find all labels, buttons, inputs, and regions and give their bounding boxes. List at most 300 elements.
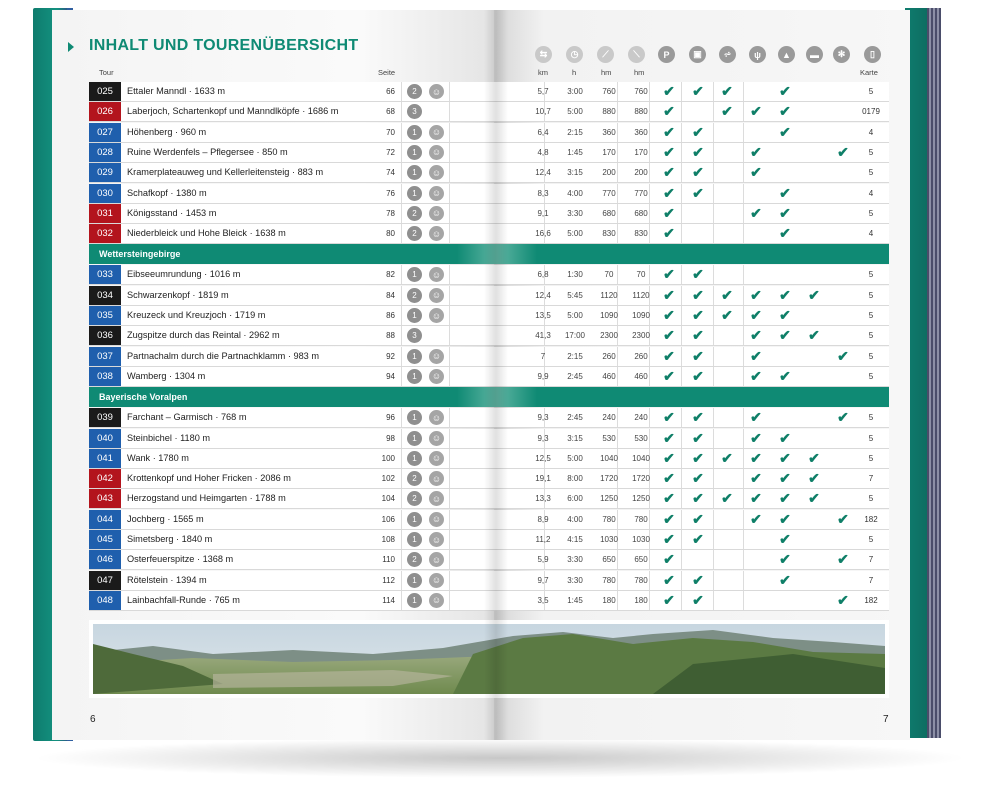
check-icon [714,265,740,284]
distance-km: 13,3 [535,494,551,504]
tour-page: 92 [386,351,395,361]
map-number: 182 [864,595,878,605]
check-icon [772,347,798,366]
check-icon [801,510,827,529]
check-icon: ✔ [779,307,791,323]
check-icon [801,550,827,569]
column-divider [401,347,402,366]
check-icon [801,82,827,101]
descent-hm: 170 [634,147,648,157]
tour-name: Laberjoch, Schartenkopf und Manndlköpfe · 1686 m [127,106,339,117]
column-divider [401,489,402,508]
descent-hm: 70 [636,270,646,280]
ascent-hm: 460 [602,371,616,381]
check-icon [830,469,856,488]
check-icon: ✔ [663,143,675,160]
duration-h: 3:15 [567,168,583,178]
check-icon: ✔ [779,225,791,242]
column-divider [401,265,402,284]
page-title: INHALT UND TOURENÜBERSICHT [89,37,359,54]
duration-h: 1:45 [567,147,583,157]
family-icon: ☺ [429,186,444,201]
map-number: 5 [868,351,874,361]
column-divider [401,571,402,590]
column-divider [449,347,450,366]
check-icon [830,82,856,101]
summit-icon: ▲ [778,46,795,63]
header-karte: Karte [860,68,878,77]
check-icon: ✔ [750,347,762,364]
tour-name: Niederbleick und Hohe Bleick · 1638 m [127,228,286,239]
column-divider [401,530,402,549]
duration-h: 3:30 [567,575,583,585]
distance-km: 12,5 [535,453,551,463]
difficulty-icon: 1 [407,369,422,384]
check-icon [830,530,856,549]
tour-number: 026 [89,102,121,121]
descent-hm: 180 [634,595,648,605]
tour-name: Kramerplateauweg und Kellerleitensteig · 883 m [127,167,324,178]
check-icon [743,265,769,284]
family-icon: ☺ [429,226,444,241]
check-icon: ✔ [750,307,762,323]
check-icon [801,102,827,121]
duration-h: 2:15 [567,351,583,361]
check-icon: ✔ [663,83,675,99]
difficulty-icon: 1 [407,593,422,608]
ascent-hm: 1030 [600,535,618,544]
family-icon: ☺ [429,206,444,221]
check-icon: ✔ [663,531,675,547]
check-icon [801,163,827,182]
check-icon [743,224,769,243]
distance-km: 8,9 [537,514,549,524]
map-number: 5 [868,270,874,280]
check-icon: ✔ [750,103,762,120]
column-divider [449,184,450,203]
descent-hm: 1250 [632,494,650,504]
map-number: 5 [868,168,874,178]
distance-km: 3,5 [537,595,549,605]
map-number: 5 [868,453,874,463]
difficulty-icon: 1 [407,308,422,323]
column-divider [449,571,450,590]
column-divider [449,224,450,243]
difficulty-icon: 1 [407,145,422,160]
check-icon: ✔ [692,367,704,384]
header-km: km [538,68,548,77]
ascent-hm: 680 [602,208,616,218]
check-icon [714,224,740,243]
check-icon: ✔ [663,266,675,283]
column-divider [401,143,402,162]
check-icon: ✔ [692,449,704,466]
column-divider [449,286,450,305]
check-icon [772,163,798,182]
check-icon: ✔ [663,164,675,181]
check-icon: ✔ [663,347,675,364]
distance-km: 9,3 [537,433,549,443]
difficulty-icon: 2 [407,84,422,99]
distance-km: 8,3 [537,188,549,198]
distance-km: 9,9 [537,371,549,381]
check-icon [830,286,856,305]
map-number: 4 [868,229,874,239]
duration-h: 6:00 [567,494,583,504]
header-hm-up: hm [601,68,612,77]
ascent-hm: 200 [602,168,616,178]
column-divider [401,102,402,121]
check-icon [714,571,740,590]
column-divider [401,184,402,203]
header-seite: Seite [378,68,396,77]
book-gutter [484,10,508,740]
descent-hm: 360 [634,127,648,137]
column-divider [401,224,402,243]
family-icon: ☺ [429,349,444,364]
check-icon: ✔ [692,266,704,283]
tour-page: 98 [386,433,395,443]
tour-name: Rötelstein · 1394 m [127,574,207,585]
difficulty-icon: 2 [407,226,422,241]
ascent-hm: 360 [602,127,616,137]
column-divider [449,408,450,427]
map-icon: ▯ [864,46,881,63]
duration-h: 2:15 [567,127,583,137]
family-icon: ☺ [429,471,444,486]
check-icon: ✔ [663,184,675,201]
column-divider [401,449,402,468]
difficulty-icon: 1 [407,125,422,140]
ascent-hm: 880 [602,107,616,117]
tour-number: 043 [89,489,121,508]
distance-km: 13,5 [535,311,551,320]
difficulty-icon: 3 [407,328,422,343]
family-icon: ☺ [429,165,444,180]
header-tour: Tour [99,68,114,77]
tour-number: 038 [89,367,121,386]
map-number: 182 [864,514,878,524]
ascent-hm: 780 [602,575,616,585]
check-icon [714,530,740,549]
check-icon [743,591,769,610]
check-icon [743,530,769,549]
check-icon [743,82,769,101]
map-number: 5 [868,535,874,544]
map-number: 5 [868,433,874,443]
difficulty-icon: 3 [407,104,422,119]
map-number: 5 [868,413,874,423]
family-icon: ☺ [429,84,444,99]
tour-number: 046 [89,550,121,569]
tour-number: 042 [89,469,121,488]
check-icon: ✔ [779,531,791,547]
descent-hm: 1120 [632,290,650,300]
distance-km: 5,7 [537,87,549,96]
family-icon: ☺ [429,512,444,527]
descent-hm: 2300 [632,331,650,341]
duration-h: 4:00 [567,188,583,198]
tour-page: 70 [386,127,395,137]
column-divider [401,306,402,325]
distance-km: 12,4 [535,168,551,178]
map-number: 5 [868,494,874,504]
map-number: 5 [868,331,874,341]
tour-name: Steinbichel · 1180 m [127,432,211,443]
check-icon: ✔ [721,307,733,323]
tour-page: 100 [381,453,395,463]
check-icon [685,204,711,223]
ascent-hm: 830 [602,229,616,239]
column-divider [449,550,450,569]
column-divider [401,82,402,101]
column-divider [401,591,402,610]
tour-page: 112 [382,575,395,585]
difficulty-icon: 2 [407,471,422,486]
check-icon: ✔ [692,490,704,507]
distance-km: 9,7 [537,575,549,585]
check-icon [743,184,769,203]
check-icon: ✔ [663,286,675,303]
column-divider [449,530,450,549]
tour-number: 037 [89,347,121,366]
check-icon: ✔ [837,409,849,426]
descent-hm: 1040 [632,453,650,463]
check-icon: ✔ [750,490,762,507]
check-icon [801,306,827,325]
column-divider [449,163,450,182]
ascent-hm: 180 [602,595,616,605]
difficulty-icon: 1 [407,451,422,466]
check-icon: ✔ [692,143,704,160]
descent-hm: 460 [634,371,648,381]
check-icon [801,347,827,366]
descent-hm: 780 [634,514,648,524]
column-divider [401,367,402,386]
ascent-hm: 1090 [600,311,618,320]
descent-hm: 770 [634,188,648,198]
book-cover-right [905,8,941,738]
check-icon [801,143,827,162]
tour-number: 044 [89,510,121,529]
check-icon: ✔ [750,286,762,303]
check-icon: ✔ [721,490,733,507]
distance-km: 9,1 [537,208,549,218]
check-icon: ✔ [750,470,762,487]
tour-name: Zugspitze durch das Reintal · 2962 m [127,330,280,341]
check-icon [772,265,798,284]
check-icon [801,530,827,549]
check-icon [714,163,740,182]
column-divider [449,367,450,386]
check-icon [685,224,711,243]
column-divider [449,143,450,162]
column-divider [401,550,402,569]
difficulty-icon: 1 [407,165,422,180]
descent-hm: 200 [634,168,648,178]
check-icon: ✔ [779,449,791,466]
check-icon: ✔ [779,286,791,303]
check-icon: ✔ [779,551,791,568]
duration-h: 3:30 [567,208,583,218]
tour-name: Eibseeumrundung · 1016 m [127,269,241,280]
map-number: 5 [868,371,874,381]
page-number-right: 7 [883,714,889,725]
tour-page: 104 [381,494,395,504]
check-icon: ✔ [750,327,762,344]
difficulty-icon: 1 [407,186,422,201]
check-icon: ✔ [779,103,791,120]
tour-page: 96 [386,413,395,423]
check-icon [830,326,856,345]
tour-page: 82 [386,270,395,280]
column-divider [401,204,402,223]
check-icon: ✔ [721,83,733,99]
tour-number: 033 [89,265,121,284]
tour-page: 76 [386,188,395,198]
column-divider [401,469,402,488]
check-icon: ✔ [837,347,849,364]
check-icon [801,571,827,590]
check-icon [830,367,856,386]
column-divider [401,163,402,182]
check-icon [714,143,740,162]
column-divider [401,326,402,345]
difficulty-icon: 2 [407,552,422,567]
check-icon: ✔ [750,409,762,426]
check-icon: ✔ [692,531,704,547]
check-icon [801,408,827,427]
tour-name: Königsstand · 1453 m [127,207,217,218]
tour-name: Ettaler Manndl · 1633 m [127,86,226,96]
ascent-hm: 1120 [600,290,618,300]
tour-page: 72 [386,147,395,157]
column-divider [449,510,450,529]
check-icon [830,265,856,284]
check-icon: ✔ [692,470,704,487]
duration-h: 17:00 [564,331,586,341]
cablecar-icon: ⩫ [719,46,736,63]
check-icon [714,367,740,386]
tour-name: Kreuzeck und Kreuzjoch · 1719 m [127,310,266,320]
column-divider [449,326,450,345]
tour-number: 032 [89,224,121,243]
check-icon: ✔ [663,470,675,487]
check-icon [801,204,827,223]
check-icon [714,184,740,203]
column-divider [449,429,450,448]
check-icon [714,347,740,366]
map-number: 5 [868,147,874,157]
signpost-icon: ⇆ [535,46,552,63]
check-icon: ✔ [779,571,791,588]
bed-icon: ▬ [806,46,823,63]
duration-h: 5:00 [567,229,583,239]
duration-h: 8:00 [567,474,583,484]
family-icon: ☺ [429,451,444,466]
check-icon: ✔ [837,591,849,608]
ascent-hm: 770 [602,188,616,198]
check-icon: ✔ [692,429,704,446]
map-number: 7 [868,474,874,484]
difficulty-icon: 1 [407,512,422,527]
tour-number: 045 [89,530,121,549]
check-icon: ✔ [692,164,704,181]
tour-page: 88 [386,331,395,341]
tour-number: 029 [89,163,121,182]
duration-h: 1:30 [567,270,583,280]
distance-km: 12,4 [535,290,551,300]
check-icon: ✔ [837,551,849,568]
tour-name: Partnachalm durch die Partnachklamm · 983 m [127,350,319,361]
column-divider [401,510,402,529]
check-icon: ✔ [721,286,733,303]
check-icon [830,306,856,325]
tour-name: Farchant – Garmisch · 768 m [127,412,247,423]
column-divider [449,469,450,488]
tour-number: 040 [89,429,121,448]
check-icon [801,591,827,610]
map-number: 0179 [862,107,880,117]
descent-hm: 260 [634,351,648,361]
check-icon: ✔ [663,551,675,568]
tour-name: Simetsberg · 1840 m [127,534,213,544]
check-icon [830,571,856,590]
family-icon: ☺ [429,491,444,506]
tour-number: 031 [89,204,121,223]
check-icon [830,163,856,182]
check-icon [714,123,740,142]
duration-h: 5:45 [567,290,583,300]
family-icon: ☺ [429,431,444,446]
column-divider [449,449,450,468]
distance-km: 5,9 [537,555,549,565]
difficulty-icon: 2 [407,491,422,506]
check-icon: ✔ [750,510,762,527]
difficulty-icon: 1 [407,349,422,364]
tour-number: 034 [89,286,121,305]
duration-h: 3:15 [567,433,583,443]
ascent-hm: 780 [602,514,616,524]
check-icon [801,367,827,386]
descent-hm: 1090 [632,311,650,320]
descent-hm: 830 [634,229,648,239]
check-icon: ✔ [779,327,791,344]
check-icon: ✔ [779,184,791,201]
section-title: Bayerische Voralpen [99,392,188,403]
tour-number: 025 [89,82,121,101]
difficulty-icon: 2 [407,288,422,303]
duration-h: 4:00 [567,514,583,524]
check-icon [714,204,740,223]
map-number: 5 [868,87,874,96]
ascent-icon: ⟋ [597,46,614,63]
check-icon: ✔ [837,510,849,527]
tour-name: Osterfeuerspitze · 1368 m [127,554,234,565]
descent-hm: 680 [634,208,648,218]
check-icon: ✔ [779,83,791,99]
check-icon: ✔ [779,123,791,140]
check-icon: ✔ [663,449,675,466]
ascent-hm: 650 [602,555,616,565]
check-icon: ✔ [692,83,704,99]
descent-hm: 760 [634,87,648,96]
distance-km: 10,7 [535,107,551,117]
tour-name: Schwarzenkopf · 1819 m [127,289,229,300]
check-icon [830,429,856,448]
check-icon [830,184,856,203]
tour-page: 102 [381,474,395,484]
